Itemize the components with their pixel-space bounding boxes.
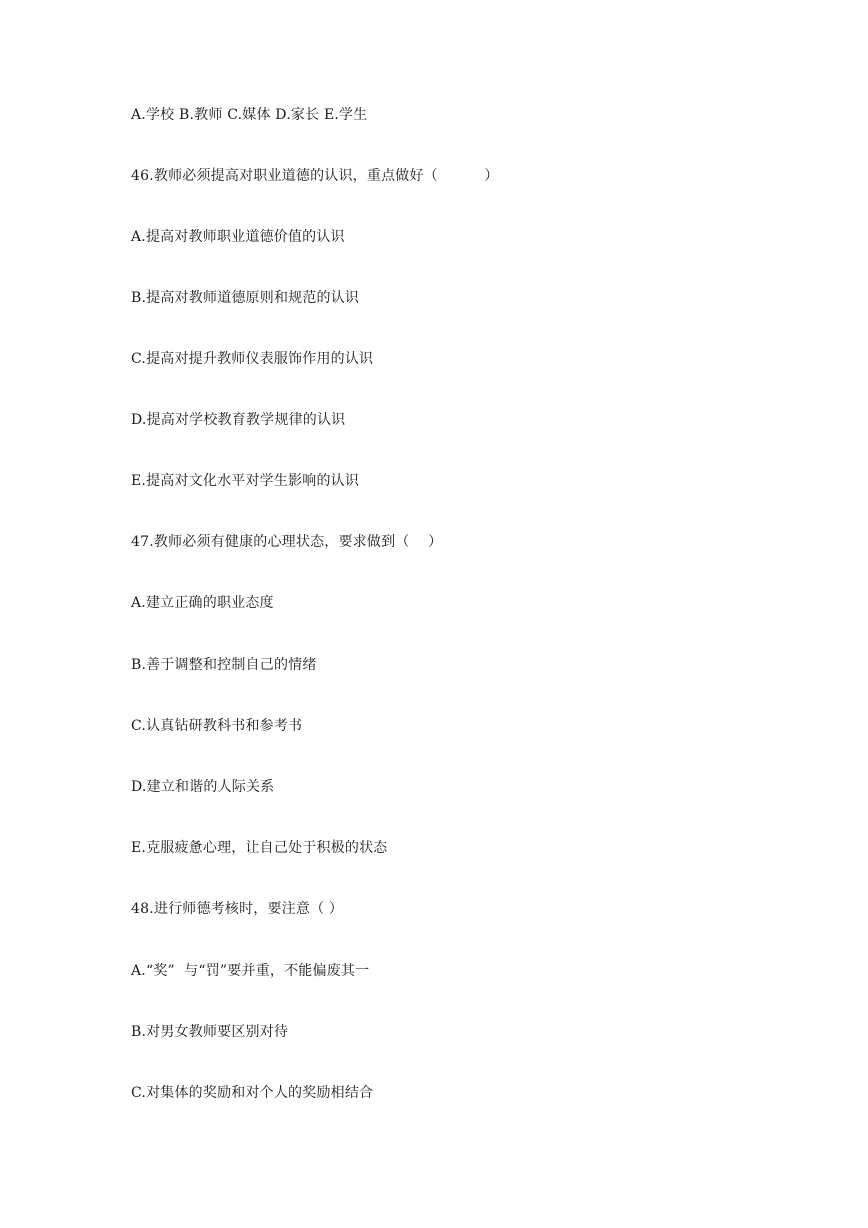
q46-option-e: E.提高对文化水平对学生影响的认识	[131, 473, 360, 489]
q48-option-a: A.“奖” 与“罚”要并重，不能偏废其一	[131, 963, 370, 979]
q47-option-b: B.善于调整和控制自己的情绪	[131, 657, 317, 673]
question-47: 47.教师必须有健康的心理状态，要求做到（ ）	[131, 534, 443, 550]
q46-option-b: B.提高对教师道德原则和规范的认识	[131, 290, 360, 306]
q46-option-a: A.提高对教师职业道德价值的认识	[131, 229, 345, 245]
q46-option-d: D.提高对学校教育教学规律的认识	[131, 412, 346, 428]
q48-option-c: C.对集体的奖励和对个人的奖励相结合	[131, 1085, 374, 1101]
q47-option-c: C.认真钻研教科书和参考书	[131, 718, 303, 734]
q47-option-a: A.建立正确的职业态度	[131, 595, 274, 611]
q47-option-e: E.克服疲惫心理，让自己处于积极的状态	[131, 840, 388, 856]
answer-options-q45: A.学校 B.教师 C.媒体 D.家长 E.学生	[131, 107, 368, 123]
q47-option-d: D.建立和谐的人际关系	[131, 779, 275, 795]
q46-option-c: C.提高对提升教师仪表服饰作用的认识	[131, 351, 374, 367]
question-48: 48.进行师德考核时，要注意（ ）	[131, 901, 344, 917]
q48-option-b: B.对男女教师要区别对待	[131, 1024, 289, 1040]
question-46: 46.教师必须提高对职业道德的认识，重点做好（ ）	[131, 168, 499, 184]
